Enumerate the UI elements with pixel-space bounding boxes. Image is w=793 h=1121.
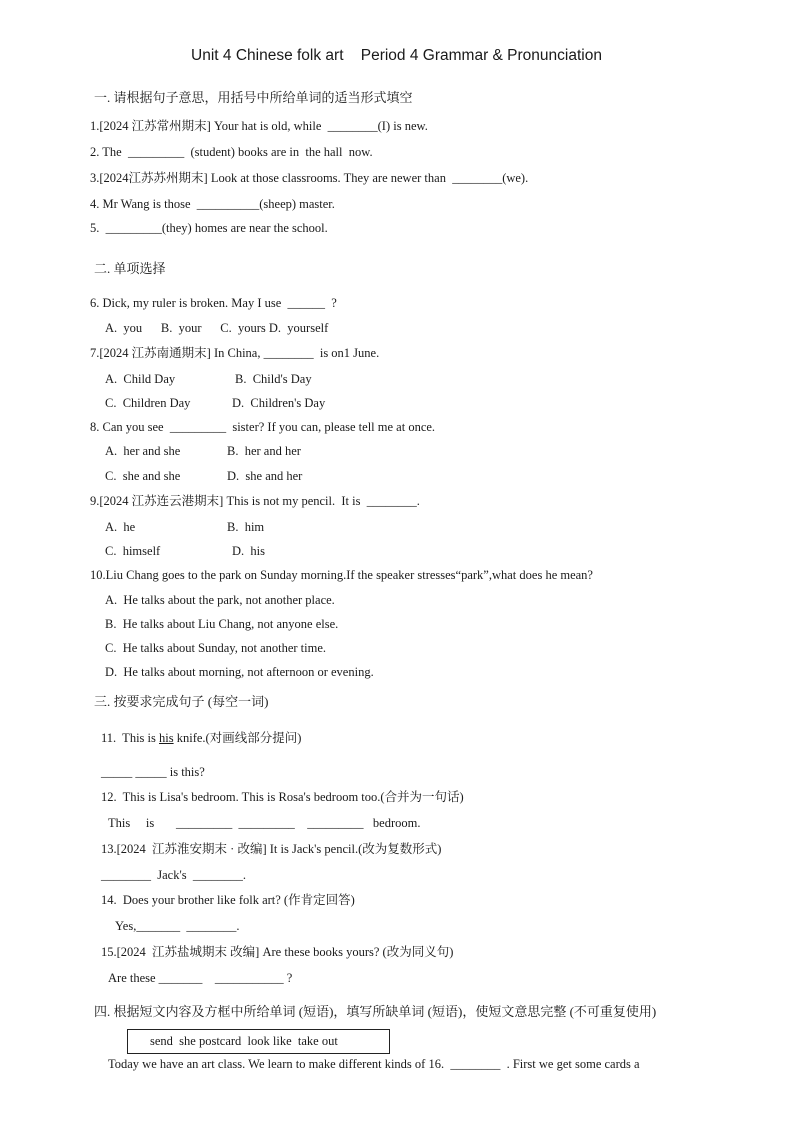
- section-1-heading: 一. 请根据句子意思，用括号中所给单词的适当形式填空: [94, 90, 413, 105]
- question-10-option-c: C. He talks about Sunday, not another time.: [105, 641, 327, 655]
- question-11: [101, 730, 301, 746]
- question-10: 10.Liu Chang goes to the park on Sunday morning.If the speaker stresses“park”,what does he mean?: [90, 568, 593, 582]
- question-8-option-b: B. her and her: [227, 444, 301, 458]
- question-1: 1.[2024 江苏常州期末] Your hat is old, while ________(I) is new.: [90, 119, 428, 133]
- question-12-answer-line: This is _________ _________ _________ bedroom.: [108, 816, 421, 830]
- question-7-option-c: C. Children Day: [105, 396, 191, 410]
- question-10-option-a: A. He talks about the park, not another place.: [105, 593, 335, 607]
- question-10-option-d: D. He talks about morning, not afternoon or evening.: [105, 665, 374, 679]
- question-2: 2. The _________ (student) books are in the hall now.: [90, 145, 373, 159]
- page-title: Unit 4 Chinese folk art Period 4 Grammar & Pronunciation: [191, 47, 602, 64]
- question-12: 12. This is Lisa's bedroom. This is Rosa's bedroom too.(合并为一句话): [101, 790, 464, 804]
- question-4: 4. Mr Wang is those __________(sheep) master.: [90, 197, 335, 211]
- question-9-option-a: A. he: [105, 520, 136, 534]
- question-7: 7.[2024 江苏南通期末] In China, ________ is on1 June.: [90, 346, 380, 360]
- question-7-option-a: A. Child Day: [105, 372, 176, 386]
- question-9-option-c: C. himself: [105, 544, 161, 558]
- question-8-option-a: A. her and she: [105, 444, 181, 458]
- question-9: 9.[2024 江苏连云港期末] This is not my pencil. It is ________.: [90, 494, 420, 508]
- question-6-options: A. you B. your C. yours D. yourself: [105, 321, 329, 335]
- passage-line-1: Today we have an art class. We learn to make different kinds of 16. ________ . First we get some cards a: [108, 1057, 640, 1071]
- question-13: 13.[2024 江苏淮安期末 · 改编] It is Jack's pencil.(改为复数形式): [101, 842, 442, 856]
- question-6: 6. Dick, my ruler is broken. May I use ______ ?: [90, 296, 337, 310]
- question-9-option-d: D. his: [232, 544, 265, 558]
- question-15: 15.[2024 江苏盐城期末 改编] Are these books yours? (改为同义句): [101, 945, 454, 959]
- question-14-answer-line: Yes,_______ ________.: [115, 919, 240, 933]
- question-3: 3.[2024江苏苏州期末] Look at those classrooms. They are newer than ________(we).: [90, 171, 529, 185]
- question-8-option-d: D. she and her: [227, 469, 303, 483]
- question-14: 14. Does your brother like folk art? (作肯定回答): [101, 893, 355, 907]
- question-8-option-c: C. she and she: [105, 469, 181, 483]
- question-11-text-start: 11. This is: [101, 731, 159, 745]
- section-3-heading: 三. 按要求完成句子 (每空一词): [94, 694, 269, 709]
- question-7-option-d: D. Children's Day: [232, 396, 326, 410]
- question-8: 8. Can you see _________ sister? If you can, please tell me at once.: [90, 420, 436, 434]
- question-9-option-b: B. him: [227, 520, 265, 534]
- question-15-answer-line: Are these _______ ___________ ?: [108, 971, 293, 985]
- question-11-answer-line: _____ _____ is this?: [101, 765, 205, 779]
- question-11-underlined-word: his: [159, 731, 174, 745]
- word-box-words: send she postcard look like take out: [150, 1034, 338, 1048]
- word-box: [127, 1029, 390, 1054]
- question-11-text-end: knife.(对画线部分提问): [173, 731, 302, 745]
- question-7-option-b: B. Child's Day: [235, 372, 312, 386]
- section-2-heading: 二. 单项选择: [94, 261, 166, 276]
- question-5: 5. _________(they) homes are near the school.: [90, 221, 328, 235]
- question-13-answer-line: ________ Jack's ________.: [101, 868, 246, 882]
- section-4-heading: 四. 根据短文内容及方框中所给单词 (短语)，填写所缺单词 (短语)，使短文意思完整 (不可重复使用): [94, 1004, 657, 1019]
- question-10-option-b: B. He talks about Liu Chang, not anyone else.: [105, 617, 339, 631]
